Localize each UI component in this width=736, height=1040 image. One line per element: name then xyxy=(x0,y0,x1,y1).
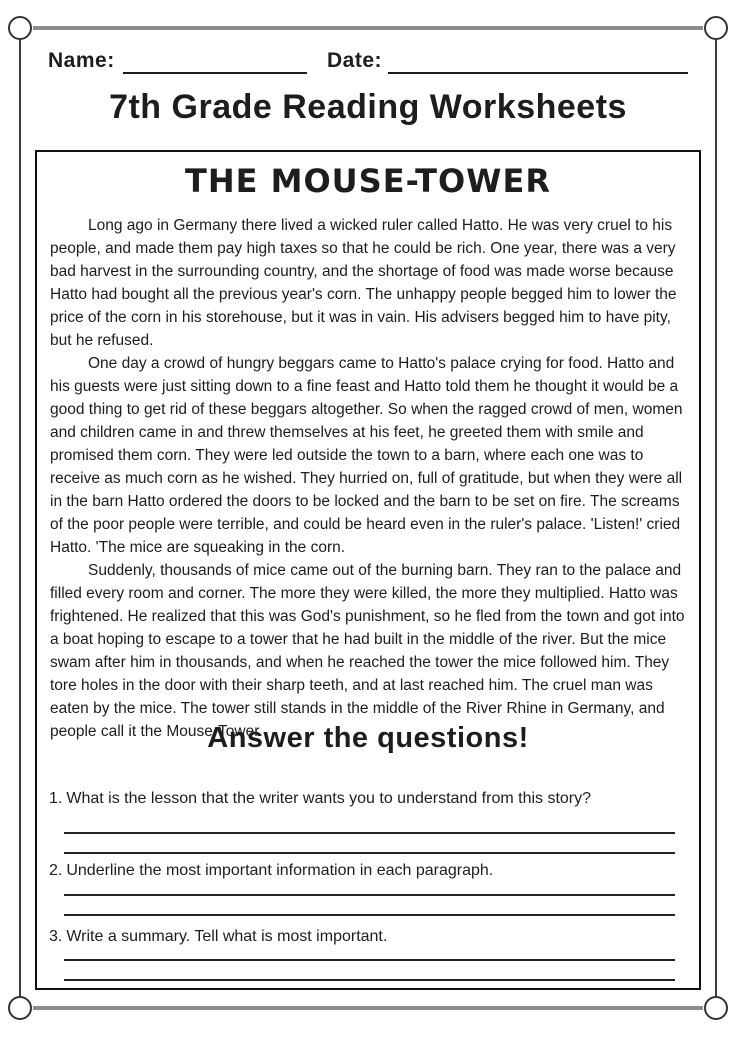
answer-line-q1-b xyxy=(64,852,675,854)
question-3 xyxy=(49,926,689,948)
name-blank-line xyxy=(123,50,307,74)
corner-circle-bottom-right-icon xyxy=(704,996,728,1020)
frame-bottom-bar xyxy=(33,1006,703,1010)
corner-circle-top-right-icon xyxy=(704,16,728,40)
date-label: Date: xyxy=(327,49,383,72)
story-paragraph-2: One day a crowd of hungry beggars came to Hatto's palace crying for food. Hatto and his guests were just sitting down to a fine feast and Hatto told them he thought it would be a good thing to get rid of these beggars altogether. So when the ragged crowd of men, women and children came in and threw themselves at his feet, he greeted them with smile and promised them corn. They were led outside the town to a barn, where each one was to receive as much corn as he wished. They hurried on, full of gratitude, but when they were all in the barn Hatto ordered the doors to be locked and the barn to be set on fire. The screams of the poor people were terrible, and could be heard even in the ruler's palace. 'Listen!' cried Hatto. 'The mice are squeaking in the corn. xyxy=(50,355,683,556)
date-blank-line xyxy=(388,50,688,74)
question-1-number: 1. xyxy=(49,790,63,807)
question-2 xyxy=(49,860,689,882)
question-1-text: What is the lesson that the writer wants you to understand from this story? xyxy=(66,790,592,807)
answer-line-q3-a xyxy=(64,959,675,961)
frame-top-bar xyxy=(33,26,703,30)
corner-circle-top-left-icon xyxy=(8,16,32,40)
name-date-row xyxy=(48,48,688,74)
story-paragraph-1: Long ago in Germany there lived a wicked ruler called Hatto. He was very cruel to his people, and made them pay high taxes so that he could be rich. One year, there was a very bad harvest in the surrounding country, and the shortage of food was made worse because Hatto had bought all the previous year's corn. The unhappy people begged him to lower the price of the corn in his storehouse, but it was in vain. His advisers begged him to have pity, but he refused. xyxy=(50,217,677,349)
frame-right-line xyxy=(715,40,717,998)
question-2-number: 2. xyxy=(49,862,63,879)
story-title: THE MOUSE-TOWER xyxy=(185,162,551,200)
question-3-text: Write a summary. Tell what is most important. xyxy=(66,928,388,945)
corner-circle-bottom-left-icon xyxy=(8,996,32,1020)
name-label: Name: xyxy=(48,49,115,72)
answer-line-q2-a xyxy=(64,894,675,896)
frame-left-line xyxy=(19,40,21,998)
story-text xyxy=(50,214,689,743)
answer-line-q2-b xyxy=(64,914,675,916)
story-box xyxy=(35,150,701,990)
story-paragraph-3: Suddenly, thousands of mice came out of the burning barn. They ran to the palace and filled every room and corner. The more they were killed, the more they multiplied. Hatto was frightened. He realized that this was God's punishment, so he fled from the town and got into a boat hoping to escape to a tower that he had built in the middle of the river. But the mice swam after him in thousands, and when he reached the tower the mice followed him. They tore holes in the door with their sharp teeth, and at last reached him. The cruel man was eaten by the mice. The tower still stands in the middle of the River Rhine in Germany, and people call it the Mouse-Tower. xyxy=(50,562,685,740)
page-title: 7th Grade Reading Worksheets xyxy=(109,88,627,126)
question-3-number: 3. xyxy=(49,928,63,945)
question-1 xyxy=(49,788,689,810)
answer-line-q1-a xyxy=(64,832,675,834)
question-2-text: Underline the most important information in each paragraph. xyxy=(66,862,494,879)
answer-line-q3-b xyxy=(64,979,675,981)
questions-heading: Answer the questions! xyxy=(207,722,529,754)
